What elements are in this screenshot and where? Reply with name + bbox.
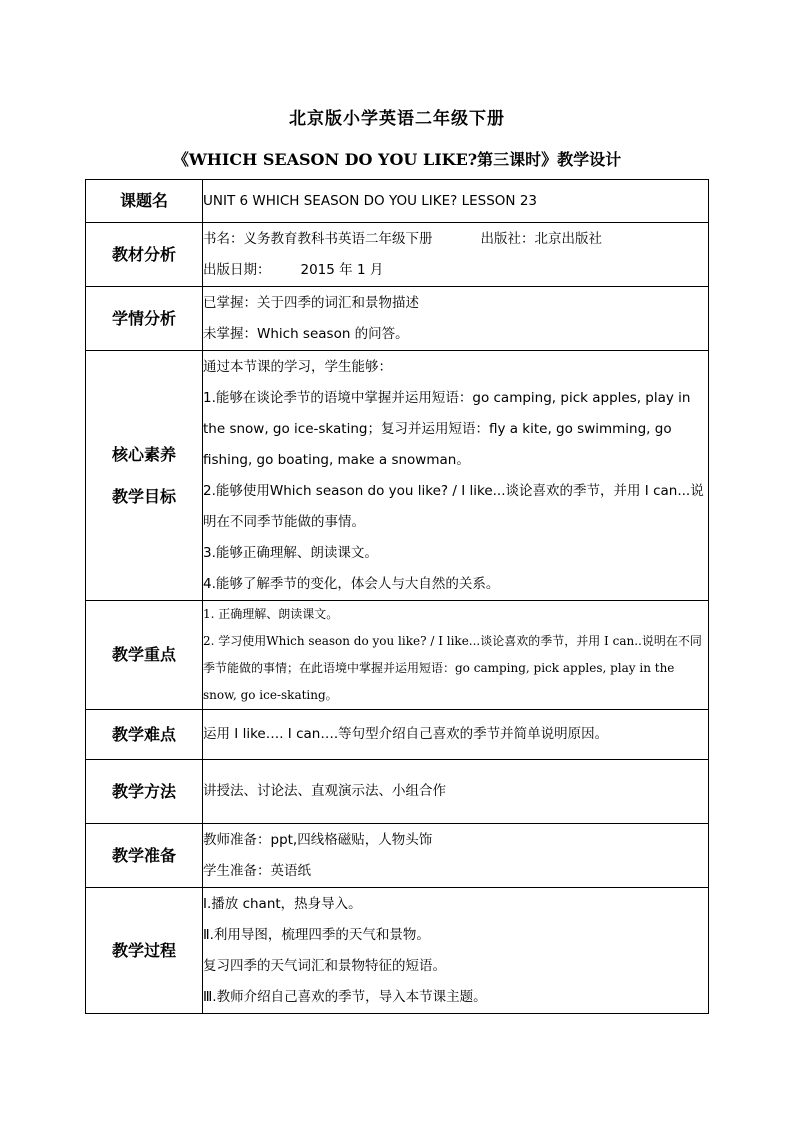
row-methods bbox=[86, 760, 709, 824]
row-key-points bbox=[86, 601, 709, 710]
row-topic bbox=[86, 180, 709, 223]
book-name: 书名：义务教育教科书英语二年级下册 bbox=[203, 230, 433, 247]
row-preparation bbox=[86, 824, 709, 888]
topic-text: UNIT 6 WHICH SEASON DO YOU LIKE? LESSON 23 bbox=[203, 180, 709, 223]
process-step-2-detail: 复习四季的天气词汇和景物特征的短语。 bbox=[203, 957, 446, 974]
key-point-2: 2. 学习使用Which season do you like? / I like...谈论喜欢的季节，并用 I can..说明在不同季节能做的事情；在此语境中掌握并运用短语：go camping, pick apples, play in the snow, go ice-skating。 bbox=[203, 634, 702, 702]
publisher: 出版社：北京出版社 bbox=[480, 230, 602, 247]
label-objectives-line1: 核心素养 bbox=[111, 444, 176, 464]
key-point-1: 1. 正确理解、朗读课文。 bbox=[203, 607, 339, 621]
document-title: 北京版小学英语二年级下册 bbox=[289, 109, 505, 129]
label-topic: 课题名 bbox=[86, 180, 203, 223]
row-process bbox=[86, 888, 709, 1014]
label-materials: 教材分析 bbox=[86, 223, 203, 287]
key-points-content bbox=[203, 601, 709, 710]
label-key-points: 教学重点 bbox=[86, 601, 203, 710]
row-materials bbox=[86, 223, 709, 287]
lesson-plan-table bbox=[85, 179, 709, 1014]
publish-date-label: 出版日期： bbox=[203, 261, 271, 278]
row-objectives bbox=[86, 351, 709, 601]
publish-date-value: 2015 年 1 月 bbox=[300, 261, 384, 278]
materials-content bbox=[203, 223, 709, 287]
process-step-3: Ⅲ.教师介绍自己喜欢的季节，导入本节课主题。 bbox=[203, 988, 487, 1005]
label-difficulties: 教学难点 bbox=[86, 710, 203, 760]
row-students bbox=[86, 287, 709, 351]
mastered-text: 已掌握：关于四季的词汇和景物描述 bbox=[203, 294, 419, 311]
process-content bbox=[203, 888, 709, 1014]
objective-item-1: 1.能够在谈论季节的语境中掌握并运用短语：go camping, pick apples, play in the snow, go ice-skating；复习并运用短语：fly a kite, go swimming, go fishing, go boating, make a snowman。 bbox=[203, 389, 691, 468]
not-mastered-text: 未掌握：Which season 的问答。 bbox=[203, 325, 409, 342]
methods-text: 讲授法、讨论法、直观演示法、小组合作 bbox=[203, 760, 709, 824]
student-preparation: 学生准备：英语纸 bbox=[203, 862, 311, 879]
objective-item-3: 3.能够正确理解、朗读课文。 bbox=[203, 544, 378, 561]
difficulties-text: 运用 I like…. I can….等句型介绍自己喜欢的季节并简单说明原因。 bbox=[203, 710, 709, 760]
students-content bbox=[203, 287, 709, 351]
document-subtitle: 《WHICH SEASON DO YOU LIKE?第三课时》教学设计 bbox=[172, 150, 622, 169]
label-methods: 教学方法 bbox=[86, 760, 203, 824]
process-step-2: Ⅱ.利用导图，梳理四季的天气和景物。 bbox=[203, 926, 430, 943]
objectives-intro: 通过本节课的学习，学生能够： bbox=[203, 358, 392, 375]
row-difficulties bbox=[86, 710, 709, 760]
label-process: 教学过程 bbox=[86, 888, 203, 1014]
objective-item-4: 4.能够了解季节的变化，体会人与大自然的关系。 bbox=[203, 575, 500, 592]
label-objectives bbox=[86, 351, 203, 601]
preparation-content bbox=[203, 824, 709, 888]
label-objectives-line2: 教学目标 bbox=[111, 486, 176, 506]
process-step-1: Ⅰ.播放 chant，热身导入。 bbox=[203, 895, 362, 912]
objective-item-2: 2.能够使用Which season do you like? / I like...谈论喜欢的季节，并用 I can...说明在不同季节能做的事情。 bbox=[203, 482, 704, 530]
objectives-content bbox=[203, 351, 709, 601]
teacher-preparation: 教师准备：ppt,四线格磁贴，人物头饰 bbox=[203, 831, 433, 848]
label-students: 学情分析 bbox=[86, 287, 203, 351]
label-preparation: 教学准备 bbox=[86, 824, 203, 888]
